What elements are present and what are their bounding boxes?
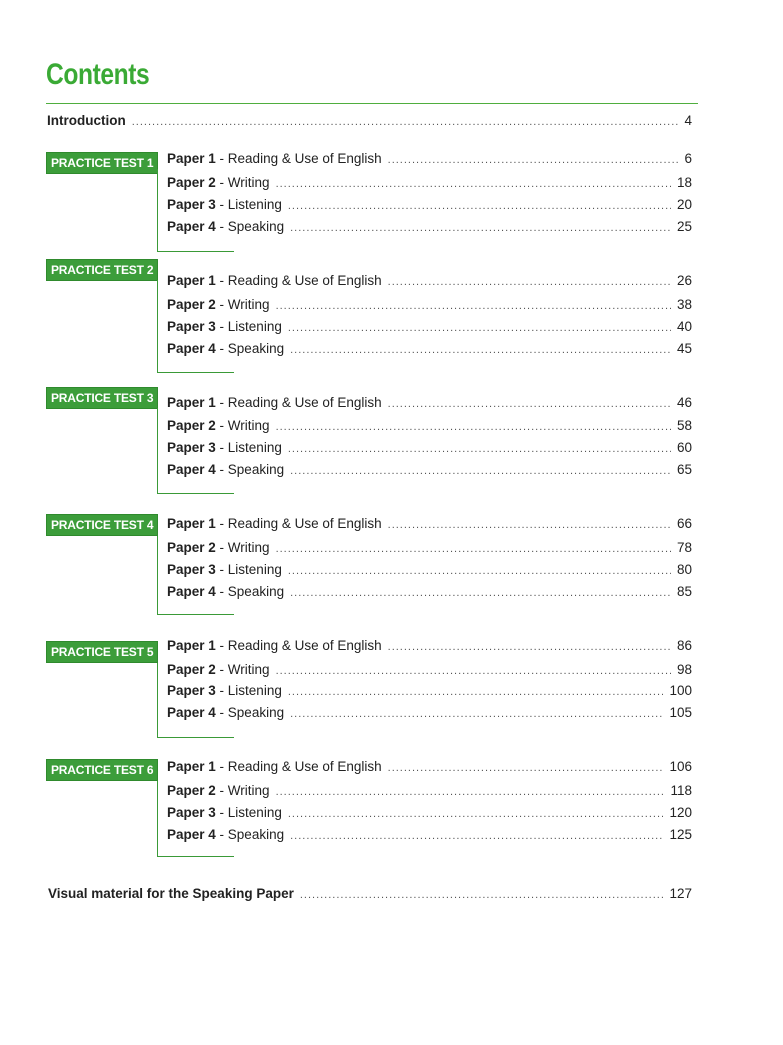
toc-entry[interactable]: [167, 394, 692, 412]
dot-leader: [290, 219, 671, 237]
dot-leader: [290, 341, 671, 359]
dot-leader: [300, 886, 664, 904]
paper-label: Paper 3: [167, 319, 216, 334]
dot-leader: [288, 440, 671, 458]
page-number: 6: [684, 151, 692, 166]
toc-entry[interactable]: [167, 340, 692, 358]
toc-entry[interactable]: [167, 439, 692, 457]
paper-name: - Listening: [219, 319, 282, 334]
practice-test-badge: PRACTICE TEST 5: [46, 641, 158, 663]
toc-entry[interactable]: [167, 826, 692, 844]
page-number: 45: [676, 341, 692, 356]
practice-test-badge: PRACTICE TEST 3: [46, 387, 158, 409]
dot-leader: [276, 540, 671, 558]
paper-name: - Speaking: [219, 584, 285, 599]
paper-name: - Listening: [219, 197, 282, 212]
paper-label: Paper 1: [167, 273, 216, 288]
page-number: 86: [676, 638, 692, 653]
toc-entry[interactable]: [167, 196, 692, 214]
dot-leader: [290, 705, 663, 723]
dot-leader: [388, 395, 671, 413]
paper-label: Paper 1: [167, 151, 216, 166]
dot-leader: [276, 662, 671, 680]
toc-entry[interactable]: [167, 804, 692, 822]
paper-name: - Listening: [219, 683, 282, 698]
toc-entry[interactable]: [167, 561, 692, 579]
paper-label: Paper 4: [167, 462, 216, 477]
page-number: 105: [669, 705, 692, 720]
paper-label: Paper 4: [167, 705, 216, 720]
toc-entry[interactable]: [167, 318, 692, 336]
dot-leader: [288, 197, 671, 215]
paper-name: - Reading & Use of English: [219, 516, 382, 531]
toc-entry[interactable]: [167, 296, 692, 314]
toc-entry[interactable]: [167, 272, 692, 290]
dot-leader: [276, 418, 671, 436]
practice-test-badge: PRACTICE TEST 4: [46, 514, 158, 536]
dot-leader: [290, 462, 671, 480]
page-number: 18: [676, 175, 692, 190]
dot-leader: [288, 805, 664, 823]
practice-test-badge: PRACTICE TEST 1: [46, 152, 158, 174]
dot-leader: [388, 516, 671, 534]
toc-entry[interactable]: [167, 704, 692, 722]
page-number: 4: [684, 113, 692, 128]
page-number: 25: [676, 219, 692, 234]
toc-entry[interactable]: [167, 782, 692, 800]
paper-name: - Speaking: [219, 219, 285, 234]
toc-entry[interactable]: [167, 583, 692, 601]
toc-entry[interactable]: [167, 515, 692, 533]
toc-entry[interactable]: [167, 218, 692, 236]
toc-entry[interactable]: [167, 637, 692, 655]
dot-leader: [276, 783, 665, 801]
page-number: 100: [669, 683, 692, 698]
paper-label: Paper 3: [167, 683, 216, 698]
paper-label: Paper 3: [167, 562, 216, 577]
dot-leader: [288, 562, 671, 580]
dot-leader: [290, 827, 663, 845]
paper-name: - Writing: [219, 297, 270, 312]
paper-label: Paper 4: [167, 341, 216, 356]
paper-name: - Listening: [219, 805, 282, 820]
practice-test-badge: PRACTICE TEST 2: [46, 259, 158, 281]
dot-leader: [276, 297, 671, 315]
dot-leader: [388, 151, 679, 169]
paper-name: - Listening: [219, 562, 282, 577]
page-number: 118: [670, 783, 692, 798]
toc-entry[interactable]: [167, 150, 692, 168]
toc-entry-visual-material[interactable]: [48, 885, 692, 903]
page-number: 66: [676, 516, 692, 531]
paper-label: Paper 2: [167, 175, 216, 190]
visual-material-label: Visual material for the Speaking Paper: [48, 886, 294, 901]
paper-name: - Speaking: [219, 705, 285, 720]
paper-label: Paper 1: [167, 759, 216, 774]
page-number: 58: [676, 418, 692, 433]
page-number: 106: [669, 759, 692, 774]
page-number: 80: [676, 562, 692, 577]
paper-name: - Writing: [219, 418, 270, 433]
paper-name: - Listening: [219, 440, 282, 455]
paper-label: Paper 3: [167, 440, 216, 455]
toc-entry[interactable]: [167, 539, 692, 557]
page-number: 60: [676, 440, 692, 455]
paper-label: Paper 4: [167, 219, 216, 234]
page-number: 38: [676, 297, 692, 312]
paper-label: Paper 2: [167, 540, 216, 555]
page-number: 46: [676, 395, 692, 410]
paper-name: - Reading & Use of English: [219, 273, 382, 288]
paper-name: - Reading & Use of English: [219, 759, 382, 774]
paper-label: Paper 1: [167, 516, 216, 531]
toc-entry[interactable]: [167, 174, 692, 192]
toc-entry[interactable]: [167, 758, 692, 776]
toc-entry[interactable]: [167, 661, 692, 679]
paper-label: Paper 2: [167, 783, 216, 798]
toc-entry[interactable]: [167, 417, 692, 435]
paper-label: Paper 2: [167, 662, 216, 677]
dot-leader: [288, 683, 664, 701]
paper-name: - Speaking: [219, 827, 285, 842]
page-number: 120: [669, 805, 692, 820]
dot-leader: [388, 759, 664, 777]
paper-label: Paper 1: [167, 395, 216, 410]
paper-name: - Reading & Use of English: [219, 638, 382, 653]
paper-name: - Writing: [219, 662, 270, 677]
paper-name: - Speaking: [219, 462, 285, 477]
page-number: 20: [676, 197, 692, 212]
paper-label: Paper 4: [167, 584, 216, 599]
paper-label: Paper 2: [167, 297, 216, 312]
dot-leader: [388, 638, 671, 656]
toc-entry[interactable]: [167, 682, 692, 700]
practice-test-badge: PRACTICE TEST 6: [46, 759, 158, 781]
paper-label: Paper 4: [167, 827, 216, 842]
dot-leader: [276, 175, 671, 193]
paper-label: Paper 3: [167, 197, 216, 212]
page-number: 127: [669, 886, 692, 901]
paper-label: Paper 3: [167, 805, 216, 820]
paper-name: - Reading & Use of English: [219, 151, 382, 166]
paper-name: - Writing: [219, 175, 270, 190]
introduction-label: Introduction: [47, 113, 126, 128]
page-number: 40: [676, 319, 692, 334]
title-divider: [46, 103, 698, 104]
page-number: 78: [676, 540, 692, 555]
paper-name: - Speaking: [219, 341, 285, 356]
page-number: 65: [676, 462, 692, 477]
page-title: Contents: [46, 58, 150, 91]
paper-name: - Writing: [219, 783, 270, 798]
page-number: 26: [676, 273, 692, 288]
dot-leader: [288, 319, 671, 337]
dot-leader: [132, 113, 679, 131]
paper-name: - Reading & Use of English: [219, 395, 382, 410]
paper-name: - Writing: [219, 540, 270, 555]
page-number: 85: [676, 584, 692, 599]
paper-label: Paper 1: [167, 638, 216, 653]
page-number: 98: [676, 662, 692, 677]
toc-entry[interactable]: [167, 461, 692, 479]
dot-leader: [388, 273, 671, 291]
toc-entry-introduction[interactable]: [47, 112, 692, 130]
page-number: 125: [669, 827, 692, 842]
paper-label: Paper 2: [167, 418, 216, 433]
dot-leader: [290, 584, 671, 602]
